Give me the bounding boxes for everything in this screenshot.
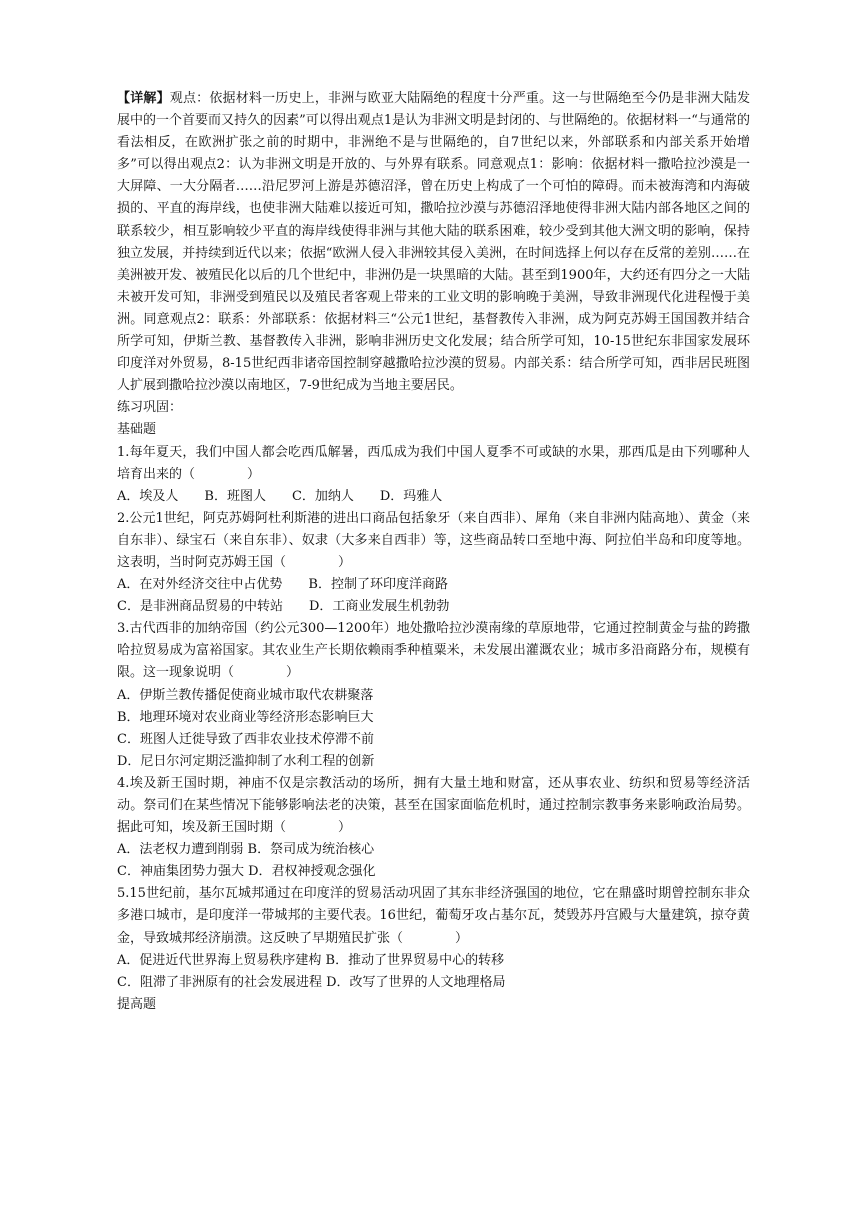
answer-options: C．是非洲商品贸易的中转站 D．工商业发展生机勃勃 <box>117 599 450 615</box>
question-stem: 3.古代西非的加纳帝国（约公元300—1200年）地处撒哈拉沙漠南缘的草原地带，它通过控制黄金与盐的跨撒哈拉贸易成为富裕国家。其农业生产长期依赖雨季种植粟米，未发展出灌溉农业；城市多沿商路分布，规模有限。这一现象说明（ ） <box>117 621 750 681</box>
option-c: C．班图人迁徙导致了西非农业技术停滞不前 <box>117 731 374 747</box>
practice-heading: 练习巩固： <box>117 400 183 416</box>
detail-label: 【详解】 <box>117 91 170 106</box>
question-stem: 1.每年夏天，我们中国人都会吃西瓜解暑，西瓜成为我们中国人夏季不可或缺的水果，那西瓜是由下列哪种人培育出来的（ ） <box>117 444 750 482</box>
question-stem: 5.15世纪前，基尔瓦城邦通过在印度洋的贸易活动巩固了其东非经济强国的地位，它在鼎盛时期曾控制东非众多港口城市，是印度洋一带城邦的主要代表。16世纪，葡萄牙攻占基尔瓦，焚毁苏丹宫殿与大量建筑，掠夺黄金，导致城邦经济崩溃。这反映了早期殖民扩张（ ） <box>117 886 750 946</box>
question-stem: 2.公元1世纪，阿克苏姆阿杜利斯港的进出口商品包括象牙（来自西非）、犀角（来自非洲内陆高地）、黄金（来自东非）、绿宝石（来自东非）、奴隶（大多来自西非）等，这些商品转口至地中海、阿拉伯半岛和印度等地。这表明，当时阿克苏姆王国（ ） <box>117 510 750 570</box>
answer-options: A．法老权力遭到削弱 B．祭司成为统治核心 <box>117 842 375 858</box>
question-5 <box>117 883 750 993</box>
answer-options: A．在对外经济交往中占优势 B．控制了环印度洋商路 <box>117 577 448 593</box>
option-a: A．伊斯兰教传播促使商业城市取代农耕聚落 <box>117 687 374 703</box>
question-stem: 4.埃及新王国时期，神庙不仅是宗教活动的场所，拥有大量土地和财富，还从事农业、纺织和贸易等经济活动。祭司们在某些情况下能够影响法老的决策，甚至在国家面临危机时，通过控制宗教事务来影响政治局势。据此可知，埃及新王国时期（ ） <box>117 775 750 836</box>
question-2 <box>117 508 750 618</box>
question-1 <box>117 442 750 508</box>
option-d: D．尼日尔河定期泛滥抑制了水利工程的创新 <box>117 753 375 769</box>
question-4 <box>117 773 750 883</box>
answer-options: A．埃及人 B．班图人 C．加纳人 D．玛雅人 <box>117 488 443 504</box>
detail-paragraph <box>117 88 750 397</box>
question-3 <box>117 618 750 773</box>
answer-options: C．阻滞了非洲原有的社会发展进程 D．改写了世界的人文地理格局 <box>117 974 506 990</box>
advanced-section-heading: 提高题 <box>117 996 157 1012</box>
basic-section-heading: 基础题 <box>117 422 157 438</box>
option-b: B．地理环境对农业商业等经济形态影响巨大 <box>117 709 374 725</box>
answer-options: C．神庙集团势力强大 D．君权神授观念强化 <box>117 864 376 880</box>
detail-text: 观点：依据材料一历史上，非洲与欧亚大陆隔绝的程度十分严重。这一与世隔绝至今仍是非洲大陆发展中的一个首要而又持久的因素”可以得出观点1是认为非洲文明是封闭的、与世隔绝的。依据材料一“与通常的看法相反，在欧洲扩张之前的时期中，非洲绝不是与世隔绝的，自7世纪以来，外部联系和内部关系开始增多”可以得出观点2：认为非洲文明是开放的、与外界有联系。同意观点1：影响：依据材料一撒哈拉沙漠是一大屏障、一大分隔者……沿尼罗河上游是苏德沼泽，曾在历史上构成了一个可怕的障碍。而未被海湾和内海破损的、平直的海岸线，也使非洲大陆难以接近可知，撒哈拉沙漠与苏德沼泽地使得非洲大陆内部各地区之间的联系较少，相互影响较少平直的海岸线使得非洲与其他大陆的联系困难，较少受到其他大洲文明的影响，保持独立发展，并持续到近代以来；依据“欧洲人侵入非洲较其侵入美洲，在时间选择上何以存在反常的差别……在美洲被开发、被殖民化以后的几个世纪中，非洲仍是一块黑暗的大陆。甚至到1900年，大约还有四分之一大陆未被开发可知，非洲受到殖民以及殖民者客观上带来的工业文明的影响晚于美洲，导致非洲现代化进程慢于美洲。同意观点2：联系：外部联系：依据材料三“公元1世纪，基督教传入非洲，成为阿克苏姆王国国教并结合所学可知，伊斯兰教、基督教传入非洲，影响非洲历史文化发展；结合所学可知，10-15世纪东非国家发展环印度洋对外贸易，8-15世纪西非诸帝国控制穿越撒哈拉沙漠的贸易。内部关系：结合所学可知，西非居民班图人扩展到撒哈拉沙漠以南地区，7-9世纪成为当地主要居民。 <box>117 91 750 394</box>
answer-options: A．促进近代世界海上贸易秩序建构 B．推动了世界贸易中心的转移 <box>117 952 505 968</box>
